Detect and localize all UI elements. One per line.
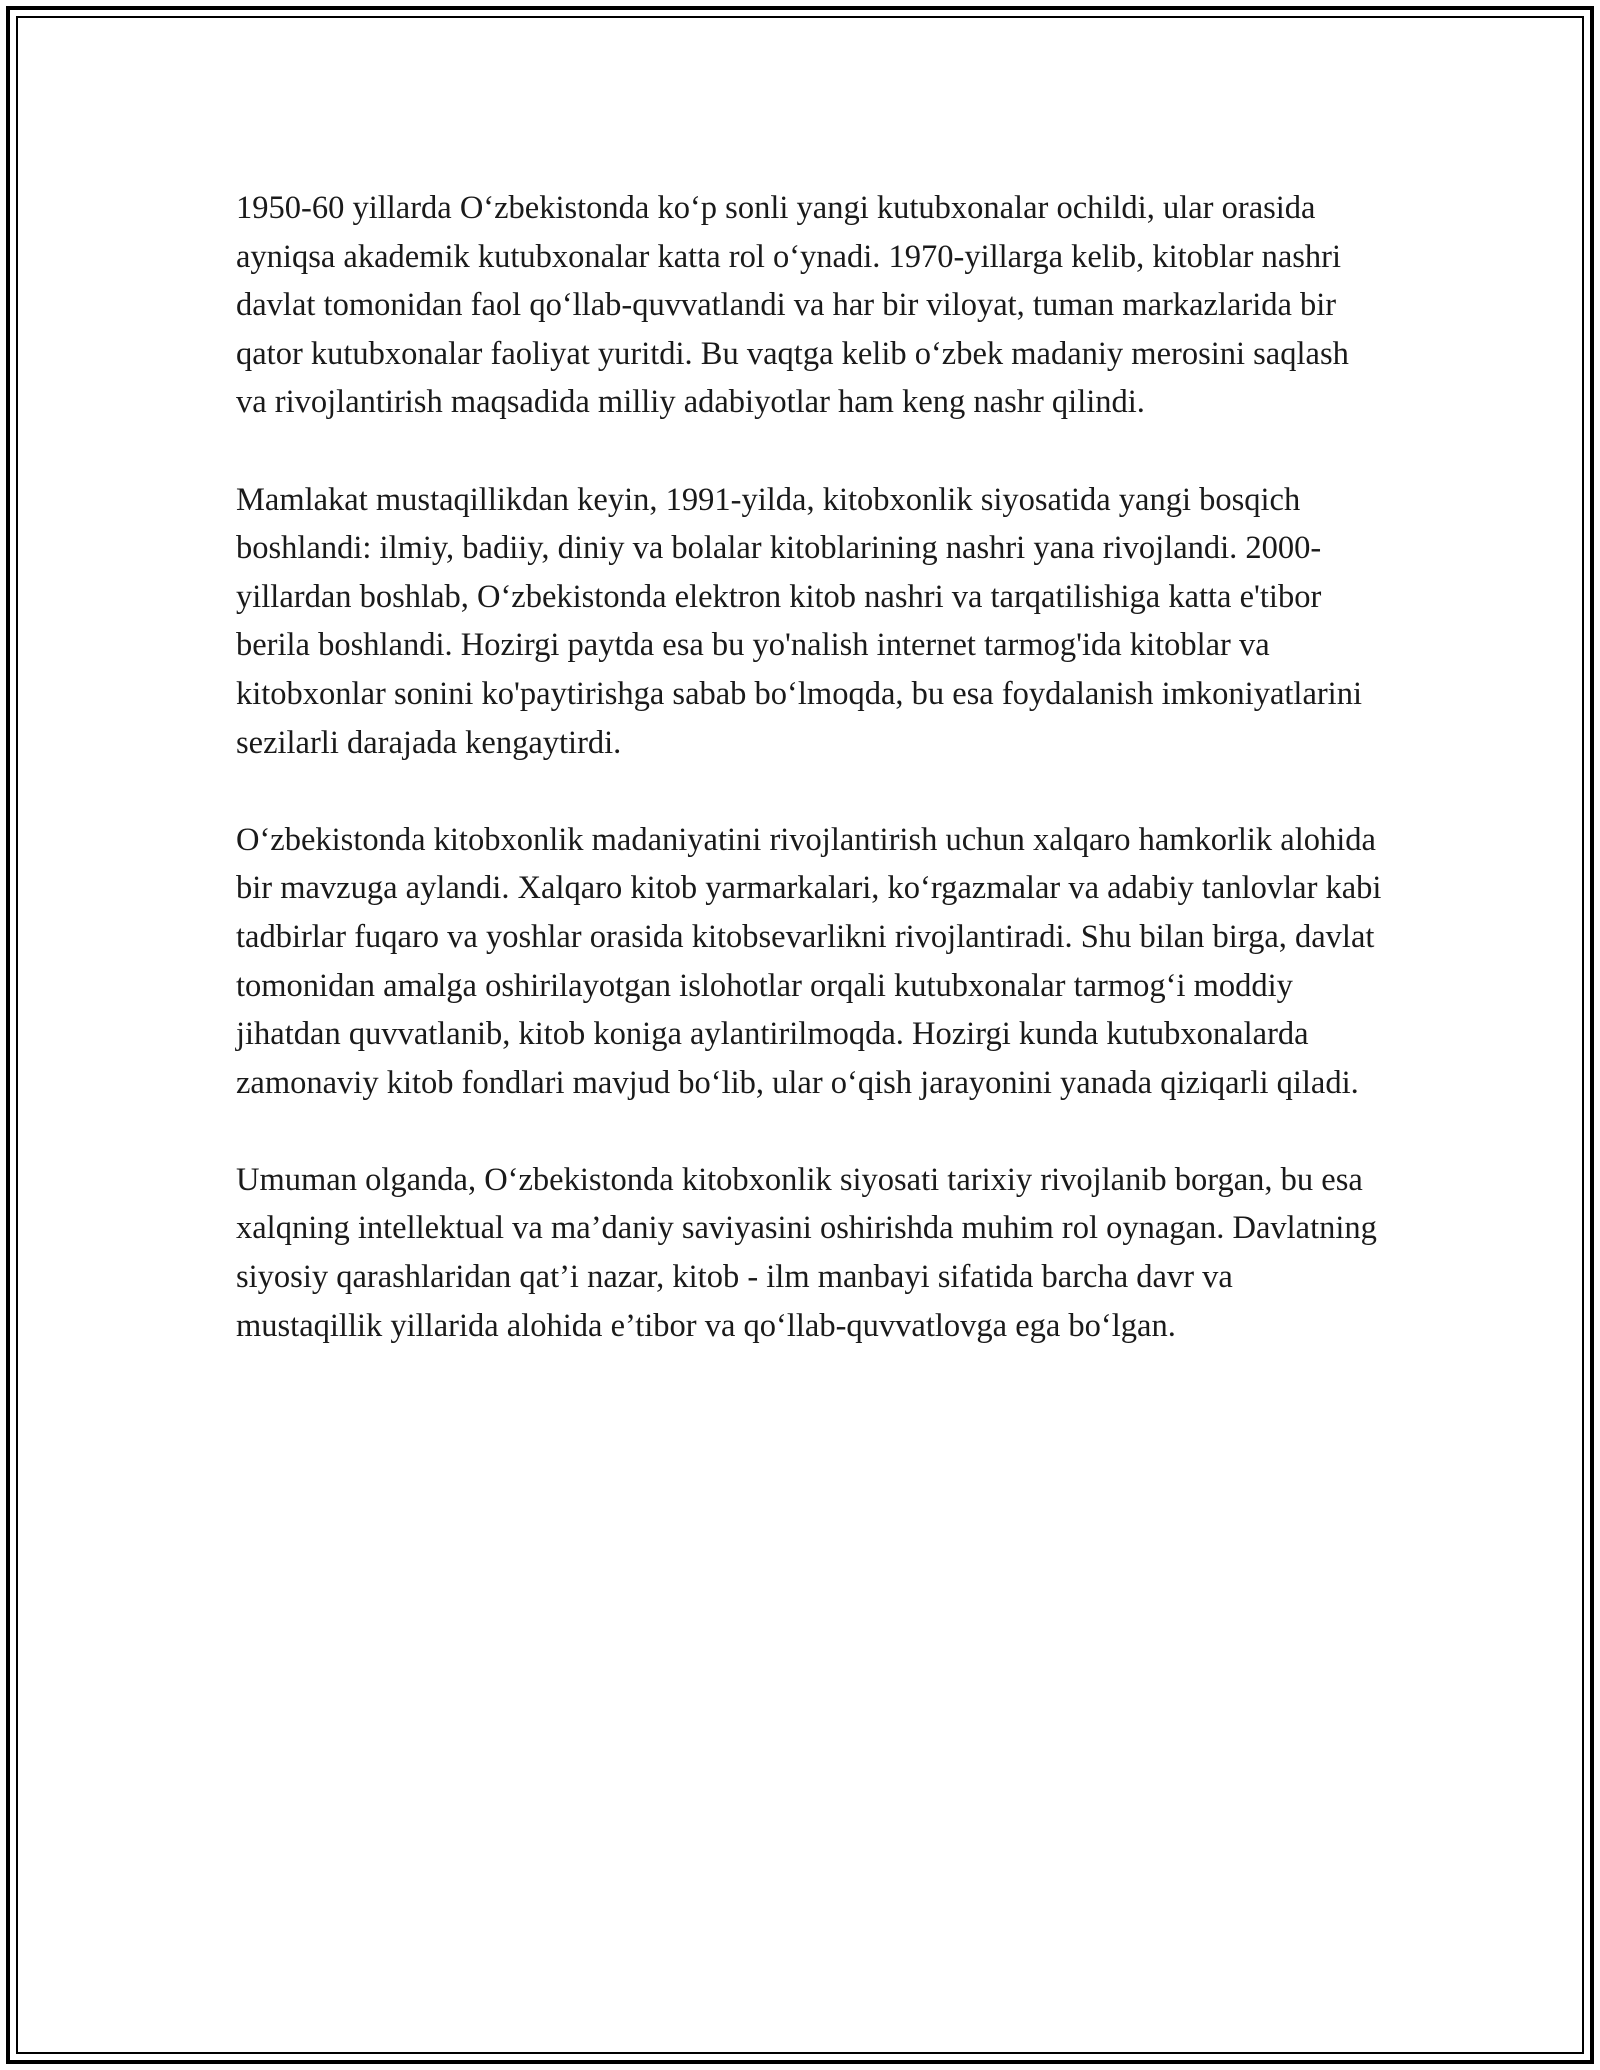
- paragraph: Mamlakat mustaqillikdan keyin, 1991-yilda, kitobxonlik siyosatida yangi bosqich boshlandi: ilmiy, badiiy, diniy va bolalar kitoblarining nashri yana rivojlandi. 2000-yillardan boshlab, O‘zbekistonda elektron kitob nashri va tarqatilishiga katta e'tibor berila boshlandi. Hozirgi paytda esa bu yo'nalish internet tarmog'ida kitoblar va kitobxonlar sonini ko'paytirishga sabab bo‘lmoqda, bu esa foydalanish imkoniyatlarini sezilarli darajada kengaytirdi.: [236, 481, 1362, 761]
- paragraph: O‘zbekistonda kitobxonlik madaniyatini rivojlantirish uchun xalqaro hamkorlik alohida bir mavzuga aylandi. Xalqaro kitob yarmarkalari, ko‘rgazmalar va adabiy tanlovlar kabi tadbirlar fuqaro va yoshlar orasida kitobsevarlikni rivojlantiradi. Shu bilan birga, davlat tomonidan amalga oshirilayotgan islohotlar orqali kutubxonalar tarmog‘i moddiy jihatdan quvvatlanib, kitob koniga aylantirilmoqda. Hozirgi kunda kutubxonalarda zamonaviy kitob fondlari mavjud bo‘lib, ular o‘qish jarayonini yanada qiziqarli qiladi.: [236, 821, 1382, 1101]
- paragraph: Umuman olganda, O‘zbekistonda kitobxonlik siyosati tarixiy rivojlanib borgan, bu esa xalqning intellektual va ma’daniy saviyasini oshirishda muhim rol oynagan. Davlatning siyosiy qarashlaridan qat’i nazar, kitob - ilm manbayi sifatida barcha davr va mustaqillik yillarida alohida e’tibor va qo‘llab-quvvatlovga ega bo‘lgan.: [236, 1161, 1377, 1344]
- document-body: [236, 184, 1386, 1399]
- paragraph: 1950-60 yillarda O‘zbekistonda ko‘p sonli yangi kutubxonalar ochildi, ular orasida ayniqsa akademik kutubxonalar katta rol o‘ynadi. 1970-yillarga kelib, kitoblar nashri davlat tomonidan faol qo‘llab-quvvatlandi va har bir viloyat, tuman markazlarida bir qator kutubxonalar faoliyat yuritdi. Bu vaqtga kelib o‘zbek madaniy merosini saqlash va rivojlantirish maqsadida milliy adabiyotlar ham keng nashr qilindi.: [236, 190, 1349, 421]
